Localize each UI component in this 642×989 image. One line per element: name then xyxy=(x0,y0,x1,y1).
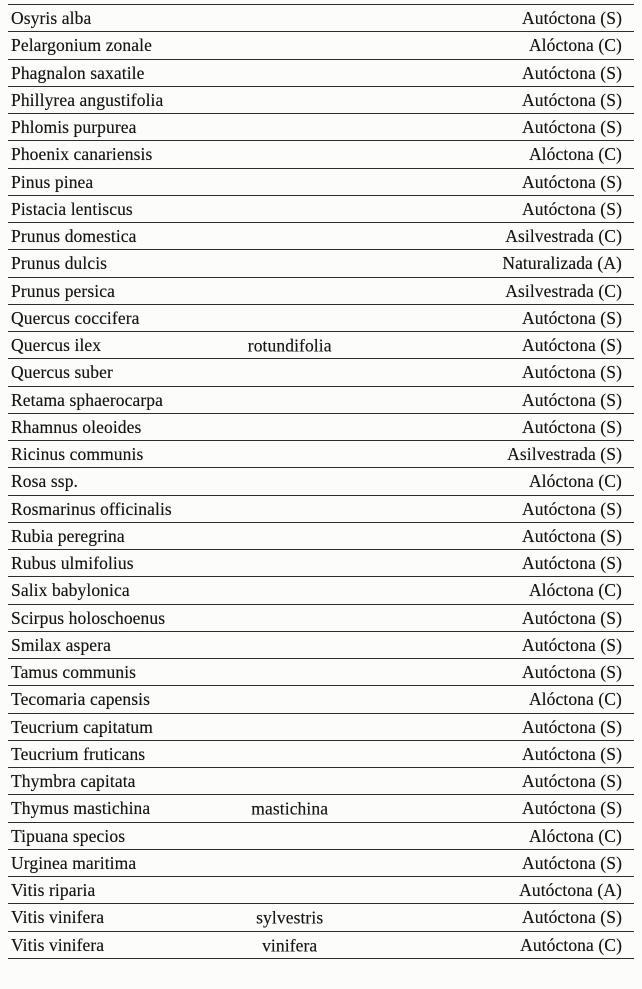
table-row xyxy=(8,414,634,441)
table-row xyxy=(8,496,634,523)
status-label: Autóctona (S) xyxy=(522,798,622,819)
status-label: Autóctona (S) xyxy=(522,117,622,138)
status-label: Autóctona (S) xyxy=(522,743,622,764)
subspecies-name: rotundifolia xyxy=(247,335,332,356)
status-label: Autóctona (S) xyxy=(522,852,622,873)
species-name: Phoenix canariensis xyxy=(11,144,153,165)
status-label: Autóctona (S) xyxy=(522,389,622,410)
status-label: Asilvestrada (C) xyxy=(505,280,622,301)
table-row xyxy=(8,278,634,305)
table-row xyxy=(8,550,634,577)
table-row xyxy=(8,387,634,414)
status-label: Alóctona (C) xyxy=(528,689,622,710)
species-name: Retama sphaerocarpa xyxy=(11,389,164,410)
status-label: Autóctona (S) xyxy=(522,498,622,519)
species-name: Rosa ssp. xyxy=(11,471,79,492)
species-name: Pistacia lentiscus xyxy=(11,198,133,219)
species-name: Rosmarinus officinalis xyxy=(11,498,172,519)
table-row xyxy=(8,823,634,850)
table-row xyxy=(8,332,634,359)
species-name: Pinus pinea xyxy=(11,171,94,192)
species-name: Thymbra capitata xyxy=(11,771,136,792)
status-label: Autóctona (S) xyxy=(522,335,622,356)
species-name: Phagnalon saxatile xyxy=(11,62,145,83)
status-label: Autóctona (S) xyxy=(522,171,622,192)
species-name: Teucrium fruticans xyxy=(11,743,146,764)
status-label: Autóctona (S) xyxy=(522,198,622,219)
status-label: Autóctona (S) xyxy=(522,907,622,928)
species-name: Prunus domestica xyxy=(11,226,137,247)
subspecies-name: vinifera xyxy=(262,934,318,955)
species-name: Tamus communis xyxy=(11,662,137,683)
status-label: Autóctona (S) xyxy=(522,553,622,574)
table-row xyxy=(8,441,634,468)
table-row xyxy=(8,5,634,32)
species-name: Teucrium capitatum xyxy=(11,716,153,737)
status-label: Asilvestrada (S) xyxy=(507,444,622,465)
species-name: Rubus ulmifolius xyxy=(11,553,134,574)
subspecies-name: sylvestris xyxy=(256,907,324,928)
table-row xyxy=(8,605,634,632)
species-name: Vitis vinifera xyxy=(11,934,105,955)
table-row xyxy=(8,877,634,904)
table-row xyxy=(8,305,634,332)
table-row xyxy=(8,114,634,141)
status-label: Autóctona (S) xyxy=(522,307,622,328)
species-name: Osyris alba xyxy=(11,8,92,29)
status-label: Autóctona (S) xyxy=(522,525,622,546)
status-label: Alóctona (C) xyxy=(528,580,622,601)
table-row xyxy=(8,577,634,604)
status-label: Autóctona (C) xyxy=(520,934,622,955)
table-row xyxy=(8,932,634,959)
status-label: Alóctona (C) xyxy=(528,144,622,165)
species-name: Smilax aspera xyxy=(11,634,111,655)
table-row xyxy=(8,795,634,822)
status-label: Autóctona (S) xyxy=(522,416,622,437)
table-row xyxy=(8,169,634,196)
subspecies-name: mastichina xyxy=(251,798,329,819)
species-name: Quercus suber xyxy=(11,362,113,383)
status-label: Asilvestrada (C) xyxy=(505,226,622,247)
species-name: Rhamnus oleoides xyxy=(11,416,142,437)
table-row xyxy=(8,686,634,713)
status-label: Autóctona (S) xyxy=(522,716,622,737)
species-name: Tecomaria capensis xyxy=(11,689,151,710)
status-label: Autóctona (S) xyxy=(522,362,622,383)
table-row xyxy=(8,60,634,87)
table-row xyxy=(8,904,634,931)
species-name: Vitis riparia xyxy=(11,880,96,901)
status-label: Naturalizada (A) xyxy=(502,253,622,274)
status-label: Alóctona (C) xyxy=(528,825,622,846)
table-row xyxy=(8,714,634,741)
status-label: Autóctona (S) xyxy=(522,89,622,110)
status-label: Autóctona (A) xyxy=(519,880,622,901)
species-name: Salix babylonica xyxy=(11,580,130,601)
table-row xyxy=(8,659,634,686)
status-label: Autóctona (S) xyxy=(522,634,622,655)
table-row xyxy=(8,850,634,877)
table-row xyxy=(8,250,634,277)
species-name: Thymus mastichina xyxy=(11,798,151,819)
table-row xyxy=(8,768,634,795)
species-name: Pelargonium zonale xyxy=(11,35,152,56)
species-name: Rubia peregrina xyxy=(11,525,125,546)
species-name: Prunus persica xyxy=(11,280,115,301)
status-label: Autóctona (S) xyxy=(522,662,622,683)
species-name: Quercus coccifera xyxy=(11,307,140,328)
table-row xyxy=(8,32,634,59)
species-name: Tipuana specios xyxy=(11,825,126,846)
status-label: Alóctona (C) xyxy=(528,471,622,492)
table-row xyxy=(8,741,634,768)
species-name: Urginea maritima xyxy=(11,852,137,873)
species-table xyxy=(8,4,634,959)
table-row xyxy=(8,196,634,223)
species-name: Ricinus communis xyxy=(11,444,144,465)
species-name: Phlomis purpurea xyxy=(11,117,137,138)
species-name: Quercus ilex xyxy=(11,335,102,356)
species-name: Scirpus holoschoenus xyxy=(11,607,166,628)
status-label: Alóctona (C) xyxy=(528,35,622,56)
status-label: Autóctona (S) xyxy=(522,607,622,628)
table-row xyxy=(8,87,634,114)
table-row xyxy=(8,468,634,495)
table-row xyxy=(8,632,634,659)
table-row xyxy=(8,141,634,168)
species-name: Phillyrea angustifolia xyxy=(11,89,164,110)
table-row xyxy=(8,359,634,386)
status-label: Autóctona (S) xyxy=(522,771,622,792)
table-row xyxy=(8,223,634,250)
table-row xyxy=(8,523,634,550)
species-name: Prunus dulcis xyxy=(11,253,108,274)
species-name: Vitis vinifera xyxy=(11,907,105,928)
status-label: Autóctona (S) xyxy=(522,8,622,29)
status-label: Autóctona (S) xyxy=(522,62,622,83)
